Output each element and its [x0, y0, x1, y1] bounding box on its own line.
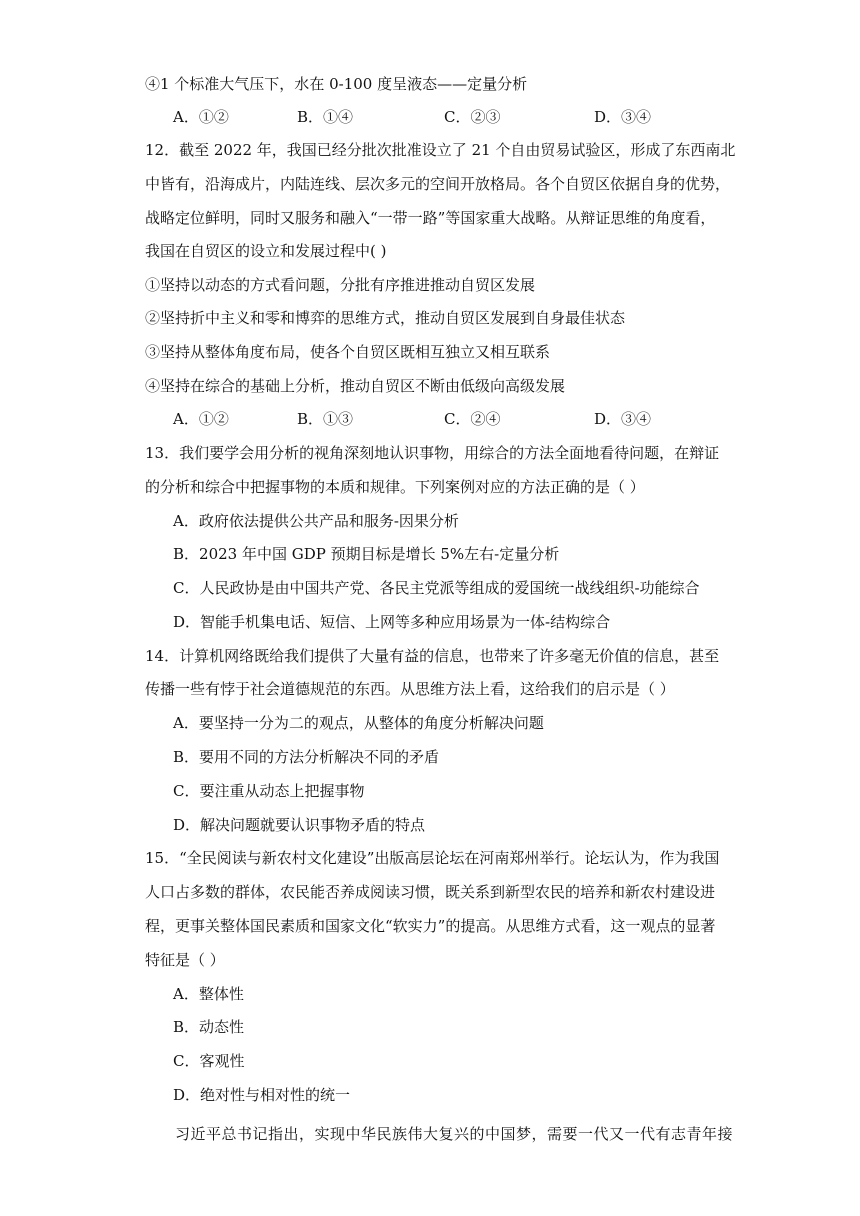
q12-stem-line-2: 中皆有，沿海成片，内陆连线、层次多元的空间开放格局。各个自贸区依据自身的优势，: [145, 175, 731, 193]
q13-option-c: C．人民政协是由中国共产党、各民主党派等组成的爱国统一战线组织-功能综合: [173, 579, 700, 597]
q15-stem-line-3: 程，更事关整体国民素质和国家文化“软实力”的提高。从思维方式看，这一观点的显著: [145, 917, 716, 935]
q12-item-3: ③坚持从整体角度布局，使各个自贸区既相互独立又相互联系: [145, 343, 551, 361]
q11-item-4: ④1 个标准大气压下，水在 0-100 度呈液态——定量分析: [145, 75, 528, 93]
q11-option-b: B．①④: [297, 108, 354, 126]
q13-stem-line-1: 13．我们要学会用分析的视角深刻地认识事物，用综合的方法全面地看待问题，在辩证: [145, 444, 720, 462]
q11-option-c: C．②③: [444, 108, 501, 126]
q14-option-c: C．要注重从动态上把握事物: [173, 782, 365, 800]
passage-first-line: 习近平总书记指出，实现中华民族伟大复兴的中国梦，需要一代又一代有志青年接: [175, 1125, 734, 1143]
q13-option-d: D．智能手机集电话、短信、上网等多种应用场景为一体-结构综合: [173, 613, 611, 631]
q15-stem-line-1: 15．“全民阅读与新农村文化建设”出版高层论坛在河南郑州举行。论坛认为，作为我国: [145, 849, 720, 867]
q15-option-b: B．动态性: [173, 1018, 245, 1036]
q14-stem-line-1: 14．计算机网络既给我们提供了大量有益的信息，也带来了许多毫无价值的信息，甚至: [145, 647, 720, 665]
q12-stem-line-1: 12．截至 2022 年，我国已经分批次批准设立了 21 个自由贸易试验区，形成了东西南北: [145, 141, 736, 159]
q12-stem-line-3: 战略定位鲜明，同时又服务和融入“一带一路”等国家重大战略。从辩证思维的角度看，: [145, 209, 716, 227]
q11-option-d: D．③④: [594, 108, 652, 126]
q13-option-b: B．2023 年中国 GDP 预期目标是增长 5%左右-定量分析: [173, 545, 560, 563]
q12-option-a: A．①②: [173, 410, 229, 428]
q14-option-b: B．要用不同的方法分析解决不同的矛盾: [173, 748, 440, 766]
q12-item-1: ①坚持以动态的方式看问题，分批有序推进推动自贸区发展: [145, 276, 536, 294]
q15-option-d: D．绝对性与相对性的统一: [173, 1086, 351, 1104]
q12-option-c: C．②④: [444, 410, 501, 428]
q14-option-a: A．要坚持一分为二的观点，从整体的角度分析解决问题: [173, 714, 544, 732]
q14-stem-line-2: 传播一些有悖于社会道德规范的东西。从思维方法上看，这给我们的启示是（ ）: [145, 680, 675, 698]
q12-option-b: B．①③: [297, 410, 354, 428]
q15-option-a: A．整体性: [173, 985, 244, 1003]
q12-stem-line-4: 我国在自贸区的设立和发展过程中( ): [145, 242, 387, 260]
q12-item-4: ④坚持在综合的基础上分析，推动自贸区不断由低级向高级发展: [145, 377, 566, 395]
q15-stem-line-4: 特征是（ ）: [145, 951, 225, 969]
q12-item-2: ②坚持折中主义和零和博弈的思维方式，推动自贸区发展到自身最佳状态: [145, 309, 626, 327]
q13-option-a: A．政府依法提供公共产品和服务-因果分析: [173, 512, 459, 530]
q15-option-c: C．客观性: [173, 1052, 245, 1070]
q14-option-d: D．解决问题就要认识事物矛盾的特点: [173, 816, 426, 834]
q15-stem-line-2: 人口占多数的群体，农民能否养成阅读习惯，既关系到新型农民的培养和新农村建设进: [145, 883, 716, 901]
q13-stem-line-2: 的分析和综合中把握事物的本质和规律。下列案例对应的方法正确的是（ ）: [145, 478, 645, 496]
q12-option-d: D．③④: [594, 410, 652, 428]
q11-option-a: A．①②: [173, 108, 229, 126]
